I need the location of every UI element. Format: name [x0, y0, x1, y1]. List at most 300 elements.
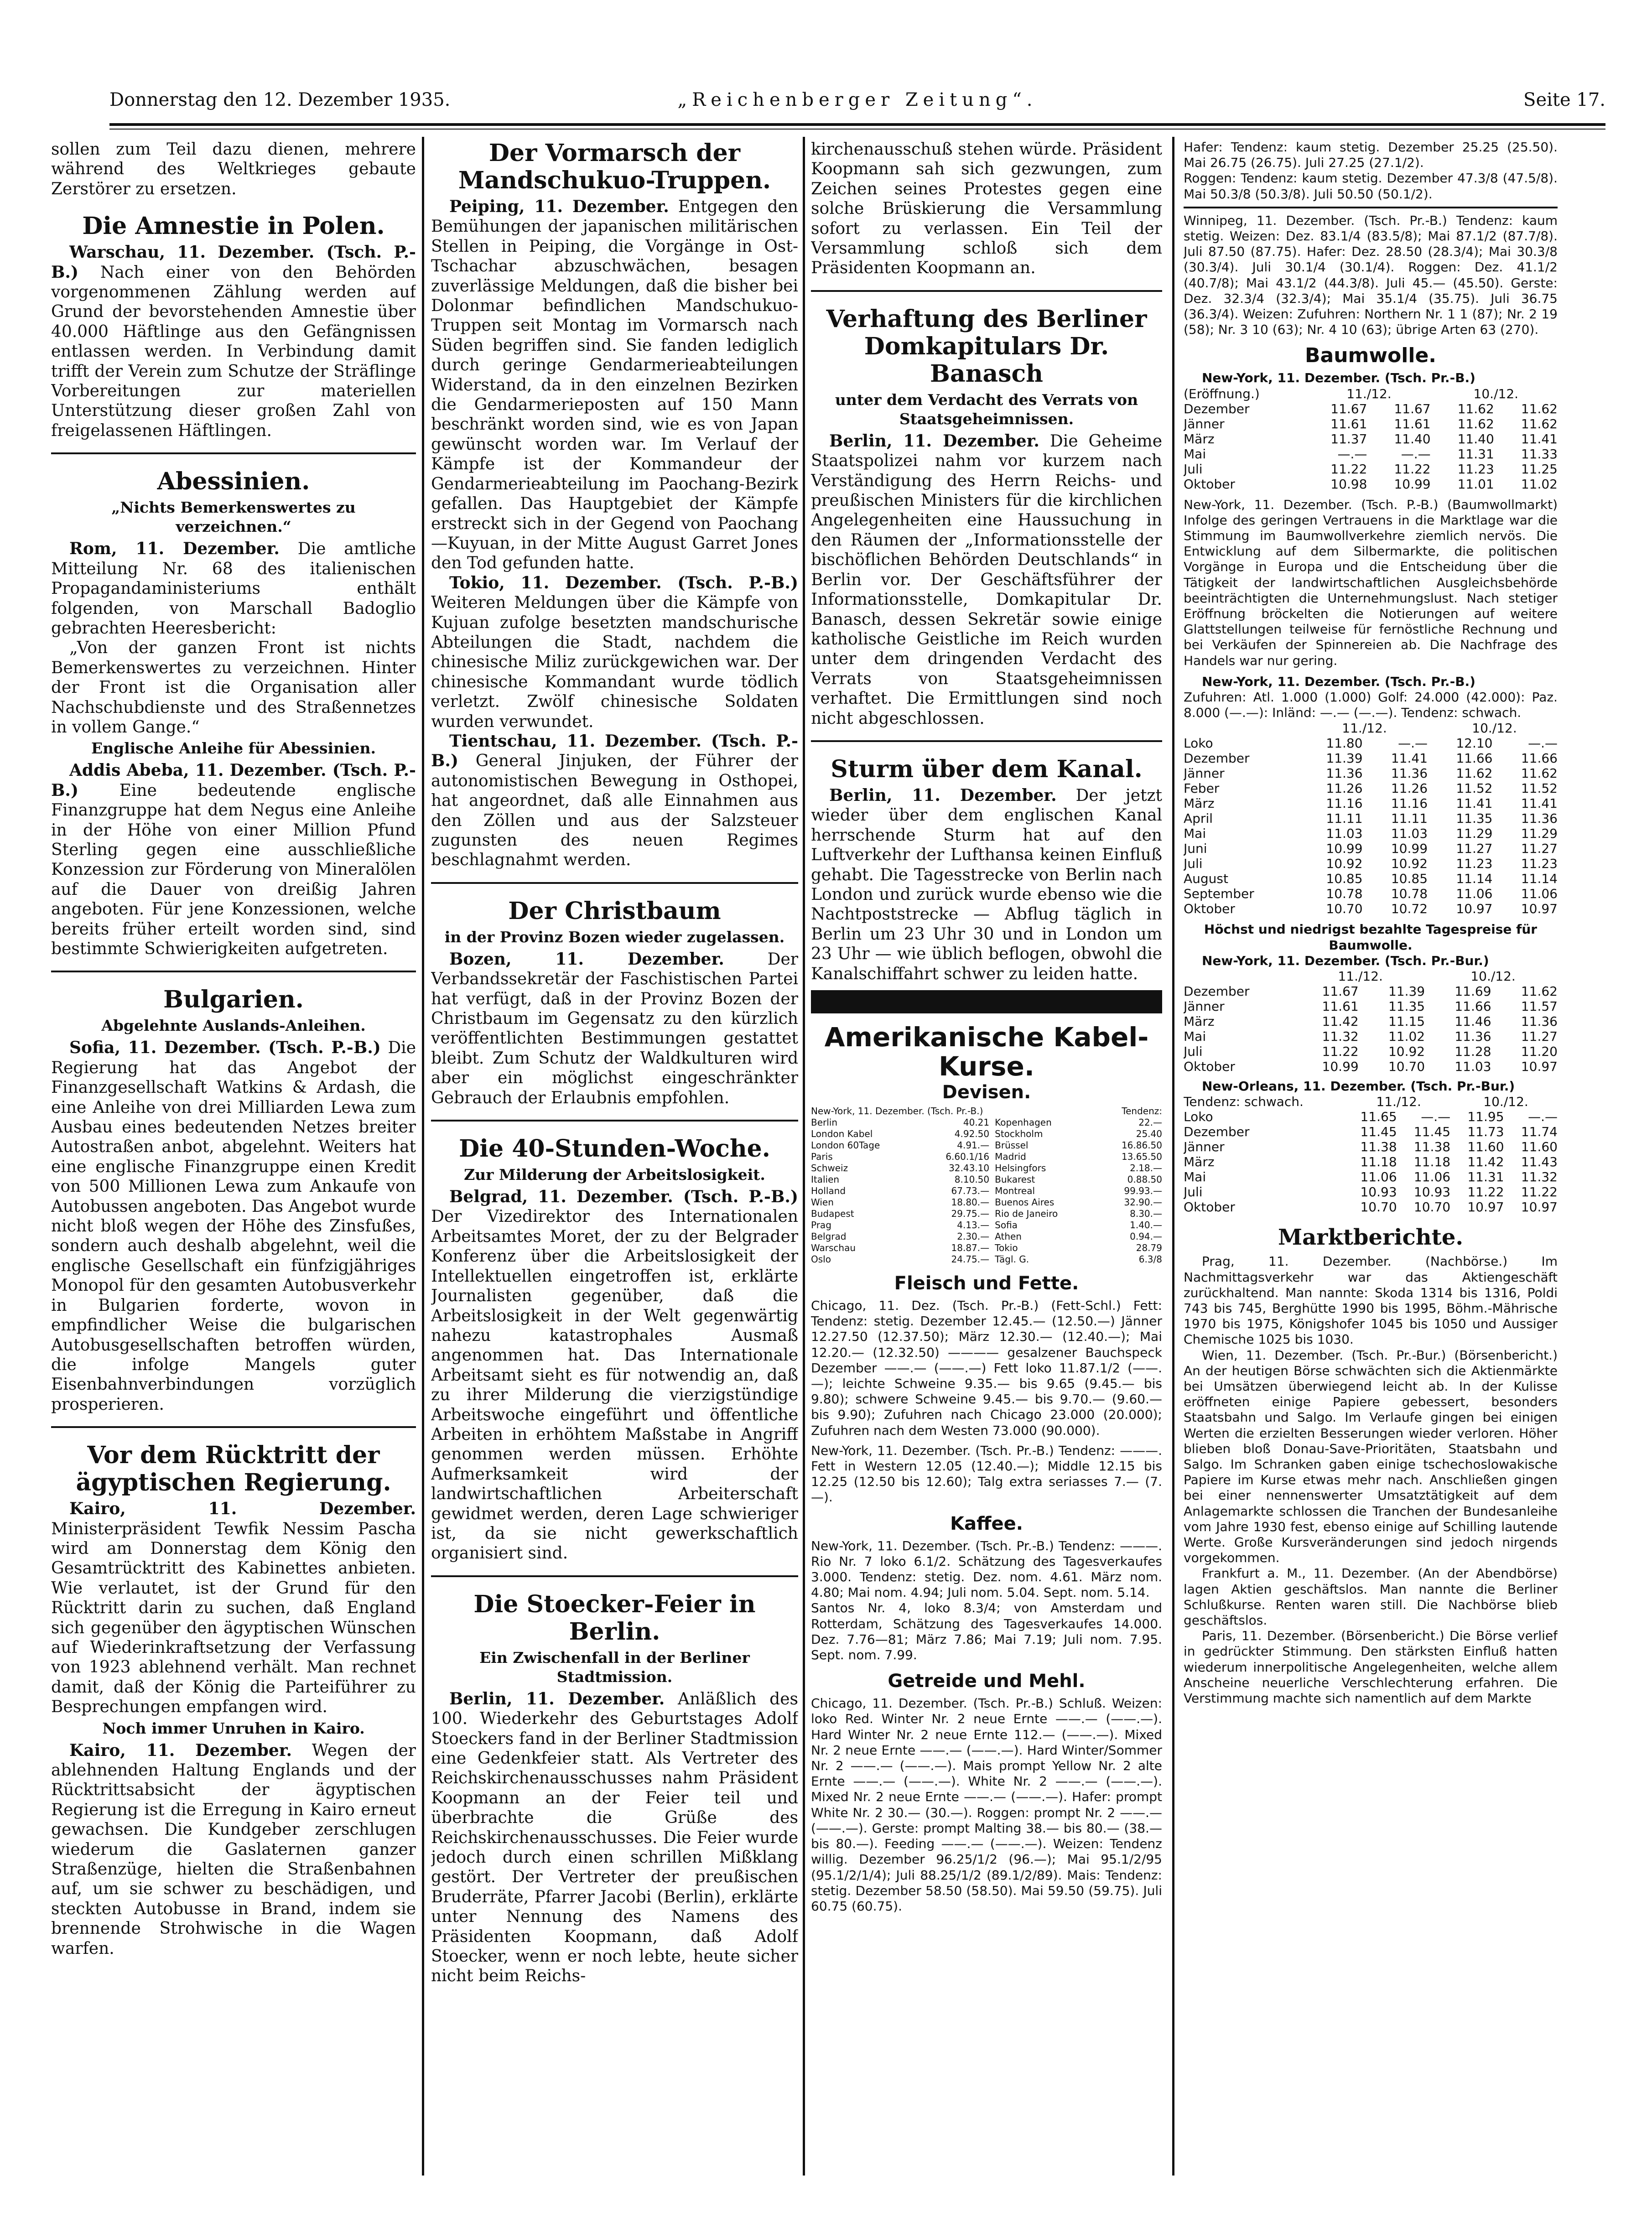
article-text: Eine bedeutende englische Finanzgruppe hat dem Negus eine Anleihe in der Höhe von einer Million Pfund Sterling gegen eine ausschließliche Konzession zur Förderung von Mineralölen auf die Dauer von dreißig Jahren angeboten. Für jene Konzessionen, welche bereits früher erteilt worden sind, sind bestimmte Schwierigkeiten aufgetreten.	[51, 781, 416, 958]
cell-value: 10.70	[1360, 1199, 1397, 1215]
cell-value: 11.16	[1391, 796, 1428, 811]
cell-label: April	[1184, 811, 1213, 826]
table-row	[811, 1231, 1162, 1242]
cell-value: 0.88.50	[1127, 1174, 1162, 1185]
separator	[431, 1120, 798, 1122]
table-header: 11./12.	[1342, 721, 1387, 736]
article-text: Die Geheime Staatspolizei nahm vor kurzem nach Verständigung des Herrn Reichs- und preußischen Ministers für die kirchlichen Angelegenheiten eine Haussuchung in den Räumen der „Informationsstelle der bischöflichen Behörden Deutschlands“ in Berlin vor. Der Geschäftsführer der Informationsstelle, Domkapitular Dr. Banasch, dessen Sekretär sowie einige katholische Geistliche im Reich wurden unter dem dringenden Verdacht des Verrats von Staatsgeheimnissen verhaftet. Die Ermittlungen sind noch nicht abgeschlossen.	[811, 431, 1162, 728]
cell-value: 11.29	[1521, 826, 1558, 841]
headline-aegypten: Vor dem Rücktritt der ägyptischen Regierung.	[76, 1441, 391, 1497]
cell-value: —.—	[1528, 1109, 1558, 1125]
table-row	[1184, 751, 1558, 766]
cell-value: 11.39	[1388, 984, 1425, 999]
table-row	[1184, 401, 1558, 416]
table-row	[1184, 766, 1558, 781]
markt-prag: Prag, 11. Dezember. (Nachbörse.) Im Nachmittagsverkehr war das Aktiengeschäft zurückhaltend. Man nannte: Skoda 1314 bis 1316, Poldi 743 bis 745, Berghütte 1990 bis 1995, Böhm.-Mährische 1970 bis 1975, Königshofer 1045 bis 1050 und Aussiger Chemische 1025 bis 1030.	[1184, 1254, 1558, 1347]
cell-label: Feber	[1184, 781, 1220, 796]
masthead	[109, 89, 1605, 117]
cell-label: Juli	[1184, 856, 1203, 872]
article-40-stunden	[431, 1187, 798, 1563]
cell-value: 11.20	[1521, 1044, 1558, 1059]
headline-kabel-kurse: Amerikanische Kabel-Kurse.	[824, 1022, 1149, 1082]
fleisch-text: Chicago, 11. Dez. (Tsch. Pr.-B.) (Fett-Schl.) Fett: Tendenz: stetig. Dezember 12.45.— (12.50.—) Jänner 12.27.50 (12.37.50); März 12.30.— (12.40.—); Mai 12.20.— (12.32.50) ———— gesalzener Bauchspeck Dezember ——.— (——.—) Fett loko 11.87.1/2 (——.—); leichte Schweine 9.35.— bis 9.65 (9.45.— bis 9.80); schwere Schweine 9.45.— bis 9.70.— (9.60.— bis 9.90); Zufuhren nach Chicago 23.000 (20.000); Zufuhren nach dem Westen 73.000 (90.000).	[811, 1298, 1162, 1438]
article-kairo	[51, 1741, 416, 1958]
cell-value: 10.92	[1388, 1044, 1425, 1059]
cell-label: Rio de Janeiro	[995, 1208, 1058, 1219]
article-text: Entgegen den Bemühungen der japanischen militärischen Stellen in Peiping, die Vorgänge in Ost-Tschachar abzuschwächen, besagen zuverlässige Meldungen, daß die bisher bei Dolonmar befindlichen Mandschukuo-Truppen seit Montag im Vormarsch nach Süden begriffen sind. Sie fanden lediglich durch geringe Gendarmerieabteilungen Widerstand, da in den einzelnen Bezirken die Gendarmerieposten auf 150 Mann beschränkt worden sind, wie es von Japan gewünscht worden war. Im Verlauf der Kämpfe ist der Kommandeur der Gendarmerieabteilung im Paochang-Bezirk gefallen. Das Hauptgebiet der Kämpfe erstreckt sich in der Gegend von Paochang—Kuyuan, in der Mitte August Garret Jones den Tod gefunden hatte.	[431, 197, 798, 573]
column-2	[431, 140, 798, 1986]
table-header: Tendenz: schwach.	[1184, 1094, 1304, 1110]
cell-label: Tokio	[995, 1242, 1018, 1253]
table-row	[1184, 984, 1558, 999]
cell-value: 29.75.—	[951, 1208, 990, 1219]
cell-label: Warschau	[811, 1242, 856, 1253]
subheadline: in der Provinz Bozen wieder zugelassen.	[444, 928, 785, 946]
cell-value: 11.80	[1326, 736, 1363, 751]
cell-label: Helsingfors	[995, 1163, 1046, 1174]
cell-label: Jänner	[1184, 416, 1225, 431]
cell-value: 11.11	[1391, 811, 1428, 826]
article-kanal	[811, 786, 1162, 984]
cell-label: Mai	[1184, 1169, 1206, 1185]
cell-value: 10.78	[1326, 886, 1363, 902]
cell-value: 11.14	[1521, 871, 1558, 887]
cell-value: 11.23	[1456, 856, 1493, 872]
table-row	[811, 1163, 1162, 1174]
cell-label: Dezember	[1184, 751, 1250, 766]
cell-value: 11.18	[1413, 1154, 1451, 1170]
dateline: Peiping, 11. Dezember.	[449, 197, 669, 216]
cell-value: 10.97	[1521, 901, 1558, 917]
table-row	[1184, 1029, 1558, 1044]
cell-value: 11.42	[1467, 1154, 1504, 1170]
cell-value: 11.45	[1360, 1124, 1397, 1140]
cell-value: 28.79	[1136, 1242, 1162, 1253]
cell-label: September	[1184, 886, 1254, 902]
cell-value: 11.32	[1521, 1169, 1558, 1185]
table-row	[811, 1254, 1162, 1265]
table-row	[1184, 1044, 1558, 1059]
table-row	[1184, 477, 1558, 492]
table-row	[811, 1185, 1162, 1197]
masthead-date: Donnerstag den 12. Dezember 1935.	[109, 89, 451, 110]
cell-label: März	[1184, 431, 1215, 447]
cell-label: August	[1184, 871, 1228, 887]
cell-value: 11.60	[1521, 1139, 1558, 1155]
table-row	[1184, 1184, 1558, 1199]
dateline: Bozen, 11. Dezember.	[449, 949, 724, 969]
cell-label: Brüssel	[995, 1140, 1029, 1151]
cell-value: 11.27	[1521, 841, 1558, 857]
cell-label: Oktober	[1184, 1199, 1235, 1215]
cell-value: 11.03	[1326, 826, 1363, 841]
markt-wien: Wien, 11. Dezember. (Tsch. Pr.-Bur.) (Börsenbericht.) An der heutigen Börse schwächten sich die Aktienmärkte bei Umsätzen überwiegend leicht ab. In der Kulisse eröffneten einige Papiere gebessert, besonders Staatsbahn und Salgo. Im Verlaufe gingen bei einigen Werten die erzielten Besserungen wieder verloren. Höher blieben bloß Donau-Save-Prioritäten, Staatsbahn und Salgo. Im Schranken gaben einige tschechoslowakische Papiere im Kurse etwas mehr nach. Anschließen gingen bei einer nennenswerter Umsatztätigkeit auf dem Anlagemarkte schlossen die Tranchen der Bundesanleihe vom Jahre 1930 fest, ebenso einige auf Schilling lautende Werte. Große Kursveränderungen sind jedoch nirgends vorgekommen.	[1184, 1347, 1558, 1566]
table-row	[1184, 1169, 1558, 1184]
separator	[431, 882, 798, 884]
cell-value: 11.41	[1521, 796, 1558, 811]
cell-label: Italien	[811, 1174, 840, 1185]
cell-label: März	[1184, 1154, 1215, 1170]
cell-value: 8.10.50	[954, 1174, 990, 1185]
zufuhr-text: Zufuhren: Atl. 1.000 (1.000) Golf: 24.000 (42.000): Paz. 8.000 (—.—): Inländ: —.— (—.—). Tendenz: schwach.	[1184, 690, 1558, 721]
headline-bulgarien: Bulgarien.	[163, 986, 304, 1014]
cell-value: 11.61	[1322, 999, 1359, 1014]
cell-value: 2.30.—	[957, 1231, 990, 1242]
dateline: Rom, 11. Dezember.	[69, 539, 280, 559]
cell-label: Prag	[811, 1220, 831, 1231]
cell-value: 11.06	[1456, 886, 1493, 902]
column-divider	[803, 137, 805, 2176]
cell-label: Madrid	[995, 1151, 1026, 1162]
hafer-text: Hafer: Tendenz: kaum stetig. Dezember 25.25 (25.50). Mai 26.75 (26.75). Juli 27.25 (27.1/2).	[1184, 140, 1558, 171]
cell-value: 11.62	[1456, 766, 1493, 781]
article-text: Nach einer von den Behörden vorgenommenen Zählung werden auf Grund der bevorstehenden Amnestie über 40.000 Häftlinge aus den Gefängnissen entlassen werden. In Verbindung damit trifft der Verein zum Schutze der Sträflinge Vorbereitungen zur materiellen Unterstützung dieser großen Zahl von freigelassenen Häftlingen.	[51, 263, 416, 440]
article-abessinien	[51, 539, 416, 638]
table-header-row	[1184, 969, 1558, 984]
article-text: Weiteren Meldungen über die Kämpfe von Kujuan zufolge besetzten mandschurische Abteilungen die Stadt, nachdem die chinesische Miliz zurückgewichen war. Der chinesische Kommandant wurde tödlich verletzt. Zwölf chinesische Soldaten wurden verwundet.	[431, 593, 798, 731]
table-row	[811, 1197, 1162, 1208]
table-header: 10./12.	[1483, 1094, 1528, 1110]
table-row	[1184, 781, 1558, 796]
separator	[51, 452, 416, 454]
getreide-text: Chicago, 11. Dezember. (Tsch. Pr.-B.) Schluß. Weizen: loko Red. Winter Nr. 2 neue Ernte ——.— (——.—). Hard Winter Nr. 2 neue Ernte 112.— (——.—). Mixed Nr. 2 neue Ernte ——.— (——.—). Hard Winter/Sommer Nr. 2 ——.— (——.—). Mais prompt Yellow Nr. 2 alte Ernte ——.— (——.—). White Nr. 2 ——.— (——.—). Mixed Nr. 2 neue Ernte ——.— (——.—). Hafer: prompt White Nr. 2 30.— (30.—). Roggen: prompt Nr. 2 ——.— (——.—). Gerste: prompt Malting 38.— bis 80.— (38.— bis 80.—). Feeding ——.— (——.—). Weizen: Tendenz willig. Dezember 96.25/1/2 (96.—); Mai 95.1/2/95 (95.1/2/1/4); Juli 88.25/1/2 (89.1/2/89). Mais: Tendenz: stetig. Dezember 58.50 (58.50). Mai 59.50 (59.75). Juli 60.75 (60.75).	[811, 1696, 1162, 1914]
cell-value: 11.37	[1330, 431, 1367, 447]
cell-value: 11.52	[1456, 781, 1493, 796]
table-row	[811, 1128, 1162, 1140]
headline-mandschukuo: Der Vormarsch der Mandschukuo-Truppen.	[458, 140, 771, 194]
cell-value: —.—	[1421, 1109, 1451, 1125]
table-row	[1184, 1124, 1558, 1139]
cell-value: 11.15	[1388, 1014, 1425, 1029]
baumwolle-table-3	[1184, 969, 1558, 1074]
cell-value: 11.03	[1391, 826, 1428, 841]
table-header: 10./12.	[1473, 386, 1519, 401]
cell-value: 11.29	[1456, 826, 1493, 841]
cell-label: Tägl. G.	[995, 1254, 1029, 1265]
cell-value: 11.36	[1326, 766, 1363, 781]
cell-value: 11.02	[1521, 476, 1558, 492]
subheadline: Zur Milderung der Arbeitslosigkeit.	[464, 1166, 765, 1184]
markt-paris: Paris, 11. Dezember. (Börsenbericht.) Die Börse verlief in gedrückter Stimmung. Den stärksten Einfluß hatten wiederum innerpolitische Angelegenheiten, welche allem Anscheine neuerliche Verschlechterung erfahren. Die Verstimmung machte sich namentlich auf dem Markte	[1184, 1628, 1558, 1706]
article-text: Der Vizedirektor des Internationalen Arbeitsamtes Moret, der zu der Belgrader Konferenz über die Arbeitslosigkeit der Intellektuellen eingetroffen ist, erklärte Journalisten gegenüber, daß die Arbeitslosigkeit in der Welt gegenwärtig nahezu katastrophales Ausmaß angenommen hat. Das Internationale Arbeitsamt sieht es für notwendig an, daß zu ihrer Milderung die vierzigstündige Arbeitswoche eingeführt und öffentliche Arbeiten in erhöhtem Maßstabe in Angriff genommen werden müssen. Erhöhte Aufmerksamkeit wird der landwirtschaftlichen Arbeiterschaft gewidmet werden, deren Lage schwieriger ist, da sie nicht gewerkschaftlich organisiert sind.	[431, 1207, 798, 1563]
cell-value: 11.52	[1521, 781, 1558, 796]
table-row	[811, 1174, 1162, 1185]
cell-label: Bukarest	[995, 1174, 1035, 1185]
cell-value: 11.62	[1521, 766, 1558, 781]
cell-value: 11.06	[1521, 886, 1558, 902]
cell-value: 11.67	[1330, 401, 1367, 416]
cell-value: 11.16	[1326, 796, 1363, 811]
cell-value: 1.40.—	[1130, 1220, 1162, 1231]
subheadline: Ein Zwischenfall in der Berliner Stadtmission.	[479, 1648, 750, 1686]
cell-label: Budapest	[811, 1208, 854, 1219]
cell-value: 11.41	[1456, 796, 1493, 811]
cell-value: 11.42	[1322, 1014, 1359, 1029]
cell-value: 11.35	[1456, 811, 1493, 826]
table-header-row	[1184, 1094, 1558, 1109]
cell-value: 10.97	[1521, 1059, 1558, 1075]
cell-value: 11.62	[1521, 401, 1558, 416]
cell-value: 12.10	[1456, 736, 1493, 751]
headline-kaffee: Kaffee.	[950, 1513, 1023, 1534]
table-header: 10./12.	[1472, 721, 1517, 736]
cell-value: 10.97	[1456, 901, 1493, 917]
subheadline: Englische Anleihe für Abessinien.	[91, 739, 376, 758]
cell-value: 24.75.—	[951, 1254, 990, 1265]
table-row	[811, 1242, 1162, 1254]
hoechst-head: Höchst und niedrigst bezahlte Tagespreise für Baumwolle.	[1204, 922, 1538, 953]
dateline: Tientschau, 11. Dezember. (Tsch. P.-B.)	[431, 731, 798, 771]
article-text: Die amtliche Mitteilung Nr. 68 des italienischen Propagandaministeriums enthält folgenden, von Marschall Badoglio gebrachten Heeresbericht:	[51, 540, 416, 638]
cell-label: London 60Tage	[811, 1140, 880, 1151]
cell-value: 11.46	[1455, 1014, 1491, 1029]
column-3	[811, 140, 1162, 1914]
cell-label: Mai	[1184, 446, 1206, 462]
masthead-rule-thin	[109, 129, 1605, 130]
devisen-table	[811, 1106, 1162, 1265]
article-text: General Jinjuken, der Führer der autonomistischen Bewegung in Osthopei, hat angeordnet, daß alle Einnahmen aus den Zöllen und aus der Salzsteuer zugunsten des neuen Regimes beschlagnahmt werden.	[431, 752, 798, 870]
cell-value: 11.23	[1457, 461, 1494, 477]
article-tientschau	[431, 732, 798, 870]
market-head: New-York, 11. Dezember. (Tsch. Pr.-Bur.)	[1202, 953, 1489, 968]
dateline: Warschau, 11. Dezember. (Tsch. P.-B.)	[51, 243, 416, 282]
table-row	[1184, 841, 1558, 856]
separator	[811, 290, 1162, 292]
cell-value: 11.66	[1455, 999, 1491, 1014]
cell-value: 11.31	[1467, 1169, 1504, 1185]
table-header-row	[1184, 721, 1558, 736]
table-row	[811, 1220, 1162, 1231]
cell-label: Loko	[1184, 1109, 1213, 1125]
table-row	[1184, 796, 1558, 811]
cell-label: Schweiz	[811, 1163, 848, 1174]
cell-value: 6.3/8	[1138, 1254, 1162, 1265]
market-head: New-Orleans, 11. Dezember. (Tsch. Pr.-Bur.)	[1202, 1079, 1515, 1094]
table-header	[1184, 969, 1292, 984]
cell-value: 11.23	[1521, 856, 1558, 872]
dateline: Kairo, 11. Dezember.	[69, 1740, 292, 1760]
table-row	[1184, 886, 1558, 901]
cell-value: —.—	[1401, 446, 1431, 462]
separator	[1184, 207, 1558, 208]
cell-value: 11.36	[1455, 1029, 1491, 1044]
cell-value: 11.39	[1326, 751, 1363, 766]
cell-value: —.—	[1528, 736, 1558, 751]
table-row	[811, 1117, 1162, 1128]
table-row	[811, 1140, 1162, 1151]
cell-value: 11.26	[1391, 781, 1428, 796]
continuation-text: kirchenausschuß stehen würde. Präsident Koopmann sah sich gezwungen, zum Zeichen seines Protestes gegen eine solche Brüskierung die Versammlung sofort zu verlassen. Ein Teil der Versammlung schloß sich dem Präsidenten Koopmann an.	[811, 140, 1162, 278]
cell-label: Juli	[1184, 461, 1203, 477]
table-row	[1184, 431, 1558, 447]
cell-value: 11.14	[1456, 871, 1493, 887]
subheadline: Abgelehnte Auslands-Anleihen.	[101, 1017, 366, 1035]
article-anleihe	[51, 761, 416, 959]
cell-label: Dezember	[1184, 984, 1250, 999]
cell-label: Belgrad	[811, 1231, 847, 1242]
cell-label: Loko	[1184, 736, 1213, 751]
cell-value: 67.73.—	[951, 1185, 990, 1196]
cell-label: März	[1184, 796, 1215, 811]
cell-value: 11.06	[1360, 1169, 1397, 1185]
cell-value: 32.90.—	[1124, 1197, 1162, 1208]
cell-label: Kopenhagen	[995, 1117, 1052, 1128]
table-header: 11./12.	[1346, 386, 1392, 401]
table-row	[1184, 1014, 1558, 1029]
cell-value: 11.45	[1413, 1124, 1451, 1140]
cell-value: 10.99	[1322, 1059, 1359, 1075]
subheadline: „Nichts Bemerkenswertes zu verzeichnen.“	[111, 498, 356, 536]
kaffee-text: New-York, 11. Dezember. (Tsch. Pr.-B.) Tendenz: ———. Rio Nr. 7 loko 6.1/2. Schätzung des Tagesverkaufes 3.000. Tendenz: stetig. Dez. nom. 4.61. März nom. 4.80; Mai nom. 4.94; Juli nom. 5.04. Sept. nom. 5.14.	[811, 1538, 1162, 1600]
cell-value: 99.93.—	[1124, 1185, 1162, 1196]
article-text: Der Verbandssekretär der Faschistischen Partei hat verfügt, daß in der Provinz Bozen der Christbaum im Gegensatz zu den kürzlich veröffentlichten Bestimmungen gestattet bleibt. Zum Schutz der Waldkulturen wird aber ein möglichst eingeschränkter Gebrauch der Erlaubnis empfohlen.	[431, 950, 798, 1107]
masthead-page: Seite 17.	[1523, 89, 1605, 110]
table-row	[1184, 1199, 1558, 1215]
subheadline: unter dem Verdacht des Verrats von Staatsgeheimnissen.	[835, 390, 1138, 428]
cell-value: 11.22	[1521, 1184, 1558, 1200]
cell-value: 13.65.50	[1121, 1151, 1162, 1162]
cell-value: 11.26	[1326, 781, 1363, 796]
cell-value: 11.22	[1322, 1044, 1359, 1059]
cell-value: 6.60.1/16	[945, 1151, 990, 1162]
cell-value: 11.61	[1330, 416, 1367, 431]
cell-value: 22.—	[1138, 1117, 1162, 1128]
cell-label: Mai	[1184, 826, 1206, 841]
column-1	[51, 140, 416, 1958]
cell-value: 10.70	[1388, 1059, 1425, 1075]
table-header: 10./12.	[1470, 969, 1516, 984]
table-header-row	[811, 1106, 1162, 1117]
headline-kanal: Sturm über dem Kanal.	[831, 755, 1143, 783]
cell-value: 11.22	[1330, 461, 1367, 477]
market-head: New-York, 11. Dezember. (Tsch. Pr.-B.)	[1202, 674, 1475, 689]
cell-value: 10.72	[1391, 901, 1428, 917]
cell-label: Mai	[1184, 1029, 1206, 1044]
cell-label: Juli	[1184, 1184, 1203, 1200]
cell-value: 11.38	[1413, 1139, 1451, 1155]
cell-value: 11.40	[1394, 431, 1431, 447]
table-row	[1184, 416, 1558, 431]
cell-value: 10.99	[1391, 841, 1428, 857]
baumwolle-table-1	[1184, 386, 1558, 492]
cell-value: 11.27	[1456, 841, 1493, 857]
dateline: Berlin, 11. Dezember.	[449, 1689, 665, 1708]
column-divider	[1172, 137, 1174, 2176]
cell-label: Juli	[1184, 1044, 1203, 1059]
baumwolle-table-2	[1184, 721, 1558, 916]
masthead-rule	[109, 123, 1605, 126]
kaffee-text-santos: Santos Nr. 4, loko 8.3/4; von Amsterdam und Rotterdam, Schätzung des Tagesverkaufes 14.000. Dez. 7.76—81; März 7.86; Mai 7.19; Juli nom. 7.95. Sept. nom. 7.99.	[811, 1600, 1162, 1663]
cell-value: 10.85	[1391, 871, 1428, 887]
cell-value: 11.18	[1360, 1154, 1397, 1170]
article-text: Anläßlich des 100. Wiederkehr des Geburtstages Adolf Stoeckers fand in der Berliner Stadtmission eine Gedenkfeier statt. Als Vertreter des Reichskirchenausschusses nahm Präsident Koopmann an der Feier teil und überbrachte die Grüße des Reichskirchenausschusses. Die Feier wurde jedoch durch einen schrillen Mißklang gestört. Der Vertreter der preußischen Bruderräte, Pfarrer Jacobi (Berlin), erklärte unter Nennung des Namens des Präsidenten Koopmann, daß Adolf Stoecker, wenn er noch lebte, heute sicher nicht beim Reichs-	[431, 1689, 798, 1986]
cell-value: 10.99	[1326, 841, 1363, 857]
cell-value: 18.80.—	[951, 1197, 990, 1208]
headline-40-stunden: Die 40-Stunden-Woche.	[459, 1135, 770, 1163]
article-tokio	[431, 573, 798, 732]
table-row	[1184, 1154, 1558, 1169]
cell-value: 11.57	[1521, 999, 1558, 1014]
table-row	[1184, 826, 1558, 841]
dateline: Sofia, 11. Dezember. (Tsch. P.-B.)	[69, 1038, 381, 1058]
table-row	[1184, 1109, 1558, 1124]
headline-getreide: Getreide und Mehl.	[888, 1671, 1086, 1692]
headline-banasch: Verhaftung des Berliner Domkapitulars Dr. Banasch	[826, 305, 1147, 388]
cell-value: 11.62	[1457, 401, 1494, 416]
cell-value: 11.60	[1467, 1139, 1504, 1155]
cell-value: 11.66	[1521, 751, 1558, 766]
cell-value: 11.41	[1391, 751, 1428, 766]
headline-marktberichte: Marktberichte.	[1278, 1225, 1464, 1251]
cell-value: 11.73	[1467, 1124, 1504, 1140]
cell-value: 11.41	[1521, 431, 1558, 447]
cell-label: Stockholm	[995, 1128, 1043, 1139]
headline-baumwolle: Baumwolle.	[1305, 344, 1436, 368]
cell-value: 10.85	[1326, 871, 1363, 887]
cell-value: 11.27	[1521, 1029, 1558, 1044]
article-bulgarien	[51, 1038, 416, 1414]
cell-label: Buenos Aires	[995, 1197, 1055, 1208]
market-head: New-York, 11. Dezember. (Tsch. Pr.-B.)	[1202, 370, 1475, 386]
headline-fleisch: Fleisch und Fette.	[894, 1273, 1079, 1294]
separator	[811, 740, 1162, 742]
cell-value: 32.43.10	[949, 1163, 990, 1174]
cell-value: —.—	[1337, 446, 1367, 462]
cell-value: 11.11	[1326, 811, 1363, 826]
cell-value: 11.65	[1360, 1109, 1397, 1125]
cell-value: 11.62	[1457, 416, 1494, 431]
cell-label: Berlin	[811, 1117, 838, 1128]
cell-value: 8.30.—	[1130, 1208, 1162, 1219]
cell-value: 11.43	[1521, 1154, 1558, 1170]
dateline: Addis Abeba, 11. Dezember. (Tsch. P.-B.)	[51, 761, 416, 800]
cell-value: 11.02	[1388, 1029, 1425, 1044]
cell-value: 11.36	[1391, 766, 1428, 781]
cell-value: 11.74	[1521, 1124, 1558, 1140]
table-row	[1184, 447, 1558, 462]
cell-value: 25.40	[1136, 1128, 1162, 1139]
cell-value: 11.95	[1467, 1109, 1504, 1125]
cell-value: 4.13.—	[957, 1220, 990, 1231]
dateline: Berlin, 11. Dezember.	[829, 431, 1039, 451]
cell-label: Dezember	[1184, 401, 1250, 416]
cell-value: 11.33	[1521, 446, 1558, 462]
cell-label: Dezember	[1184, 1124, 1250, 1140]
cell-value: 10.93	[1360, 1184, 1397, 1200]
table-row	[1184, 462, 1558, 477]
cell-value: 11.62	[1521, 416, 1558, 431]
headline-devisen: Devisen.	[942, 1082, 1031, 1103]
cell-value: 10.93	[1413, 1184, 1451, 1200]
continuation-text: sollen zum Teil dazu dienen, mehrere während des Weltkrieges gebaute Zerstörer zu ersetzen.	[51, 140, 416, 198]
section-black-bar	[811, 990, 1162, 1013]
table-row	[1184, 901, 1558, 916]
table-row	[1184, 1059, 1558, 1074]
cell-value: 11.03	[1455, 1059, 1491, 1075]
column-4	[1184, 140, 1558, 1706]
article-mandschukuo	[431, 197, 798, 573]
cell-value: 11.67	[1394, 401, 1431, 416]
article-text: Der jetzt wieder über dem englischen Kanal herrschende Sturm hat auf den Luftverkehr der Lufthansa keinen Einfluß gehabt. Die Tagesstrecke von Berlin nach London und zurück wurde ebenso wie die Nachtpoststrecke — Abflug täglich in Berlin um 23 Uhr 30 und in London um 23 Uhr — wie üblich beflogen, obwohl die Kanalschiffahrt schwer zu leiden hatte.	[811, 786, 1162, 983]
cell-label: Wien	[811, 1197, 834, 1208]
cell-value: 4.91.—	[957, 1140, 990, 1151]
baumwolle-bericht: New-York, 11. Dezember. (Tsch. P.-B.) (Baumwollmarkt) Infolge des geringen Vertrauens in die Marktlage war die Stimmung im Baumwollverkehre ziemlich nervös. Die Entwicklung auf dem Silbermarkte, die politischen Vorgänge in Europa und die Entscheidung über die Tätigkeit der landwirtschaftlichen Ausgleichsbehörde beeinträchtigten die Unternehmungslust. Nach stetiger Eröffnung bröckelten die Notierungen auf weitere Glattstellungen teilweise für fernöstliche Rechnung und bei Verkäufen der Spinnereien ab. Die Nachfrage des Handels war nur gering.	[1184, 497, 1558, 668]
article-christbaum	[431, 950, 798, 1108]
dateline: Berlin, 11. Dezember.	[829, 785, 1057, 805]
separator	[431, 1575, 798, 1577]
cell-label: Holland	[811, 1185, 846, 1196]
column-divider	[422, 137, 424, 2176]
